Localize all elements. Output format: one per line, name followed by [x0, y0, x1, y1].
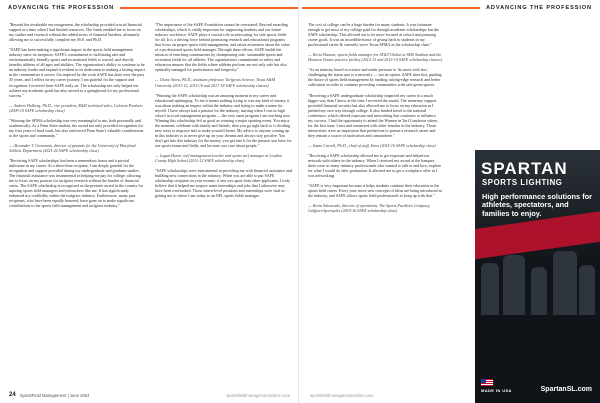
- ad-athlete-silhouettes: [475, 245, 600, 315]
- quote-attribution: — Andrew Holberg, Ph.D., vice president, R&D technical sales, Calcium Products (2009-10 SAFE scholarship class): [9, 102, 143, 113]
- quote-paragraph: "Winning the SAFE scholarship was an amazing moment in my career and educational upbringing. To me it meant nothing trying to win any kind of money, it was about making an impact within the industry and trying to make a name for myself. I have always had a passion for the industry, starting when I was in high school in a turf management program — the very same program I am teaching now. Winning this scholarship felt as good as winning a major sporting event. You enjoy the moment, celebrate with family and friends, then you go right back to it dividing new ways to improve and to make yourself better. My advice to anyone coming up in this industry is to never give up on your dreams and always stay positive. You don't get into this industry for the money, you get into it for the passion you have for our sports teams and fields, and because you care about people.": [155, 92, 292, 149]
- quote-paragraph: "SAFE is very important because it helps students continue their education in the sports field career. Every year, more new concepts of ideas are being introduced in the industry, and SAFE allows sports field professionals to keep up with that.": [308, 183, 442, 199]
- quote-paragraph: The cost of college can be a huge burden for many students. It was fortunate enough to get most of my college paid for through academic scholarships but the SAFE scholarship. This allowed me to be more focused at school and pursuing career goals. It was an incredible honor of giving back to students in my professional career & currently serve Texas SFMA as the scholarship chair.": [308, 22, 439, 48]
- quote-paragraph: "SAFE has been making a significant impact in the sports field management industry since its inception. SAFE's commitment to facilitating safe and environmentally friendly sports and recreational fields is crucial, and directly benefits athletes of all ages and abilities. The organization's ability to continue to be an industry leader and expand is evident in its dedication to making a lasting impact in the communities it serves. I'm inspired by the work SAFE has done over the past 35 years, and I reflect on my career journey, I am grateful for the support and recognition I received from SAFE early on. The scholarship not only helped me achieve my academic goals but also served as a springboard for my professional success.": [9, 47, 145, 98]
- left-footer-url[interactable]: sportsfieldmanagementonline.com: [226, 392, 290, 398]
- quote-attribution: — Chase Straw, Ph.D., assistant professor, Turfgrass Science, Texas A&M University (2011-12, 2015-16 and 2017-18 SAFE scholarship classes): [155, 77, 276, 88]
- us-flag-icon: [481, 379, 493, 386]
- ad-website-link[interactable]: SpartanSL.com: [540, 386, 592, 393]
- right-section-header: [302, 2, 600, 14]
- quote-attribution: — Susan Carroll, Ph.D., chief of staff, Envu (2015-16 SAFE scholarship class): [308, 142, 436, 148]
- left-section-label: ADVANCING THE PROFESSION: [8, 5, 115, 11]
- quote-paragraph: "Winning the SFMA scholarship was very meaningful to me, both personally and academically. As a Penn State student, the award not only provided recognition for my four years of hard work, but also reinforced Penn State's valuable contributions to the sports turf community.": [9, 117, 144, 138]
- ad-brand-logo: SPARTAN: [481, 159, 568, 178]
- left-page: [0, 0, 299, 403]
- left-column-1: [9, 22, 145, 387]
- right-header-rule: [302, 7, 480, 8]
- right-column-1: [308, 22, 442, 387]
- ad-made-in-usa: MADE IN USA: [481, 388, 512, 393]
- left-footer: [0, 390, 298, 400]
- quote-attribution: — Alexander T. Grossman, director of grounds for the University of Maryland Athletic Department (2021-22 SAFE scholarship class): [9, 142, 136, 153]
- quote-paragraph: "Receiving SAFE scholarships has been a tremendous honor and a pivotal milestone in my career. As a three-time recipient, I am deeply grateful for the recognition and support provided during my undergraduate and graduate studies. The financial assistance was instrumental in helping me pay for college, allowing me to focus on my passion for turfgrass research without the burden of financial stress. The SAFE scholarship is recognized as the premier award in the country for aspiring sports field managers and researchers like me. It has significantly enhanced my credibility within the turfgrass industry. Furthermore, many past recipients, who have been equally honored, have gone on to make significant contributions to the sports field management and turfgrass industry.": [9, 158, 144, 209]
- left-magazine-title: SportsField Management | June 2024: [19, 392, 90, 398]
- quote-attribution: — Kevin Hansen, sports fields manager for AT&T Global at SMS Stadium and the Houston Texans practice facility (2012-13 and 2013-14 SAFE scholarship classes): [308, 52, 442, 63]
- right-footer-url[interactable]: sportsfieldmanagementonline.com: [310, 392, 374, 398]
- quote-attribution: — Logan Horne, turf management teacher and sports turf manager at Loudon County High School (2011-12 SAFE scholarship class): [155, 153, 282, 164]
- ad-brand-subtitle: SPORTS LIGHTING: [482, 178, 563, 187]
- quote-paragraph: "Receiving a SAFE undergraduate scholarship impacted my career in a much bigger way than I know at the time I received the award. The monetary support provided financial security but also allowed me to focus on my education as I pushed my own way through college. It also funded travel to the national conference, which offered exposure and networking that continues to influence my success. I had the opportunity to attend the Women in Turf Luncheon where, for the first time, I met and connected with other females in the industry. Those interactions were an inspiration that pushed me to pursue a research career and they remain a source of motivation and camaraderie.": [308, 92, 439, 138]
- quote-paragraph: "Beyond the invaluable encouragement, the scholarship provided crucial financial support at a time when I had limited resources. The funds enabled me to focus on my studies and research without the added stress of financial burdens, ultimately allowing me to successfully complete my M.S. and Ph.D.: [9, 22, 142, 43]
- left-section-header: [0, 2, 298, 14]
- right-section-label: ADVANCING THE PROFESSION: [485, 5, 592, 11]
- right-column-2: [452, 22, 592, 142]
- left-column-2: [155, 22, 292, 387]
- quote-paragraph: "As an industry based in science and under pressure to 'do more with less,' challenging the status quo is a necessity — not an option. SAFE does this, guiding the future of sports field management by funding cutting-edge research and better cultivation in order to continue providing communities with safe green spaces.: [308, 67, 442, 88]
- quote-paragraph: "The importance of the SAFE Foundation cannot be overstated. Beyond awarding scholarships, which is vitally important for supporting students and our future industry workforce, SAFE plays a crucial role in advocating for safe sports fields for all. It is a driving force behind promoting research and educational programs that focus on proper sports field management, and raises awareness about the value of a professional sports field manager. Through these efforts, SAFE builds the mission of enriching communities by championing safe, sustainable sports and recreation fields for all athletes. The organization's commitment to safety and education ensures that the fields where athletes perform are not only safe but also optimally managed for performance and longevity.": [155, 22, 290, 73]
- quote-paragraph: "SAFE scholarships were instrumental in providing me with financial assistance and building new connections in the industry. When you are able to put SAFE scholarship recipient on your resume, it sets you apart from other applicants. I truly believe that it helped me acquire some internships and jobs that I otherwise may have been overlooked. Those intern-level positions and internships were vital in getting me to where I am today as an NFL sports fields manager.: [155, 168, 292, 199]
- left-header-rule: [120, 7, 298, 8]
- spartan-advertisement[interactable]: [475, 150, 600, 403]
- ad-tagline: High performance solutions for athletes, spectators, and families to enjoy.: [482, 192, 593, 218]
- quote-attribution: — Kevin Salvarado, director of operations, The Sports Facilities Company, Gulfport-Sportsplex (2015-16 SAFE scholarship class): [308, 203, 431, 214]
- quote-paragraph: "Receiving a SAFE scholarship allowed me to get exposure and helped me network with others in the industry. When I received my award at the banquet, there were so many industry professionals who wanted to talk to and how, explore for what I would do after graduation. It allowed me to get a workplace offer as I was networking.: [308, 152, 442, 179]
- left-page-number: 24: [9, 392, 16, 398]
